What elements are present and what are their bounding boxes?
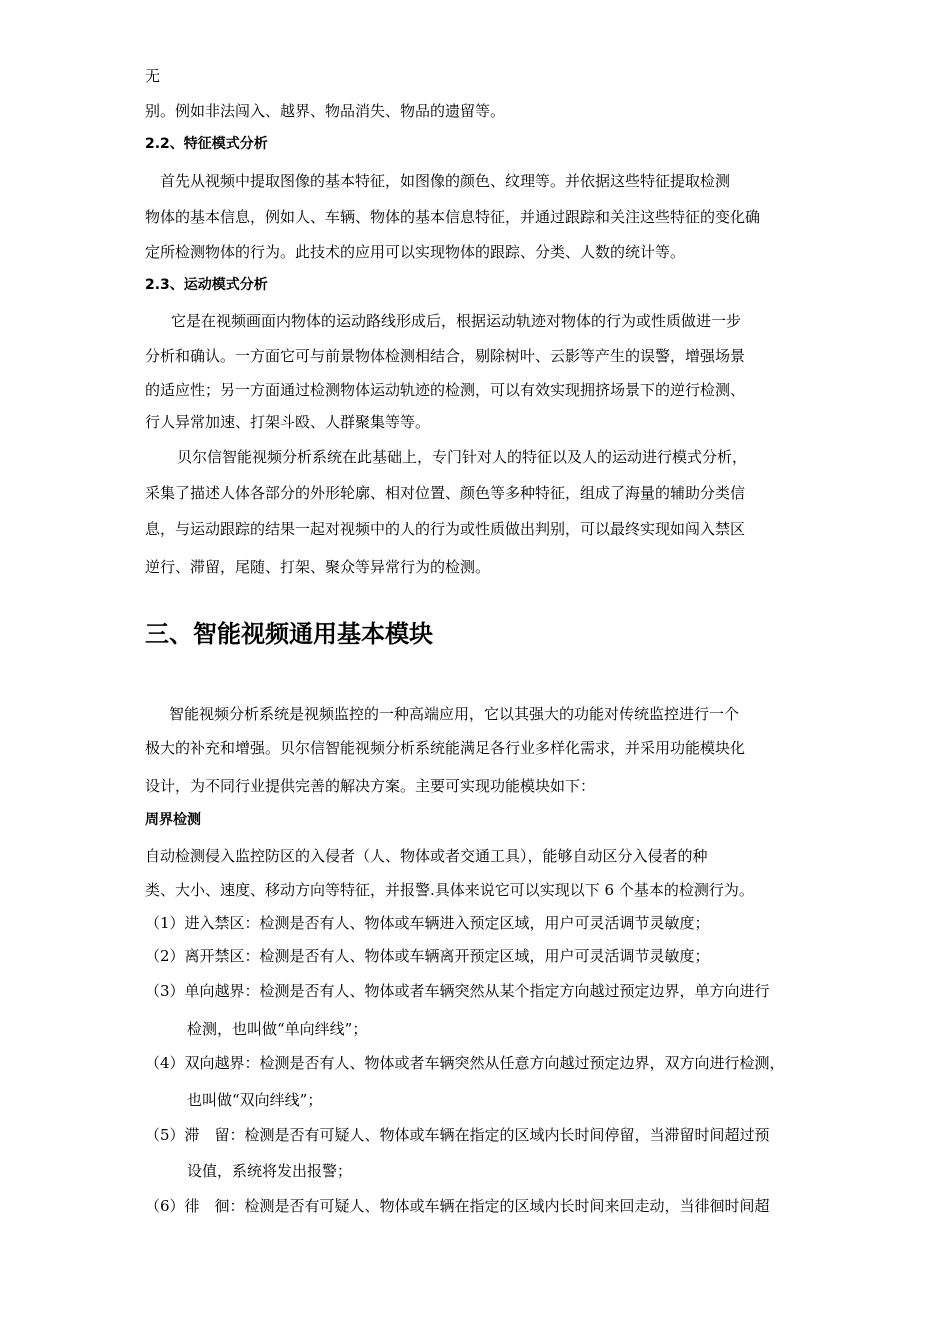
list-item: （4）双向越界：检测是否有人、物体或者车辆突然从任意方向越过预定边界，双方向进行检测， <box>145 1054 785 1072</box>
text-line: 贝尔信智能视频分析系统在此基础上，专门针对人的特征以及人的运动进行模式分析， <box>177 448 748 466</box>
text-line: 设计，为不同行业提供完善的解决方案。主要可实现功能模块如下： <box>145 777 596 795</box>
list-item-continuation: 也叫做“双向绊线”； <box>187 1091 323 1109</box>
section-heading-2-2: 2.2、特征模式分析 <box>145 136 268 152</box>
text-line: 逆行、滞留，尾随、打架、聚众等异常行为的检测。 <box>145 558 491 576</box>
text-line: 类、大小、速度、移动方向等特征，并报警.具体来说它可以实现以下 6 个基本的检测行为。 <box>145 881 754 899</box>
text-line: 物体的基本信息，例如人、车辆、物体的基本信息特征，并通过跟踪和关注这些特征的变化确 <box>145 208 761 226</box>
list-item: （3）单向越界：检测是否有人、物体或者车辆突然从某个指定方向越过预定边界，单方向进行 <box>145 982 770 1000</box>
list-item: （5）滞 留：检测是否有可疑人、物体或车辆在指定的区域内长时间停留，当滞留时间超过预 <box>145 1126 770 1144</box>
list-item-continuation: 设值，系统将发出报警； <box>187 1162 353 1180</box>
chapter-title: 三、智能视频通用基本模块 <box>145 620 433 648</box>
text-line: 极大的补充和增强。贝尔信智能视频分析系统能满足各行业多样化需求，并采用功能模块化 <box>145 739 746 757</box>
list-item-continuation: 检测，也叫做“单向绊线”； <box>187 1020 368 1038</box>
text-line: 它是在视频画面内物体的运动路线形成后，根据运动轨迹对物体的行为或性质做进一步 <box>171 312 742 330</box>
text-line: 采集了描述人体各部分的外形轮廓、相对位置、颜色等多种特征，组成了海量的辅助分类信 <box>145 484 746 502</box>
section-heading-2-3: 2.3、运动模式分析 <box>145 277 268 293</box>
text-line: 分析和确认。一方面它可与前景物体检测相结合，剔除树叶、云影等产生的误警，增强场景 <box>145 347 746 365</box>
text-line: 行人异常加速、打架斗殴、人群聚集等等。 <box>145 413 431 431</box>
text-line: 息，与运动跟踪的结果一起对视频中的人的行为或性质做出判别，可以最终实现如闯入禁区 <box>145 520 746 538</box>
text-line: 首先从视频中提取图像的基本特征，如图像的颜色、纹理等。并依据这些特征提取检测 <box>160 172 731 190</box>
text-line: 的适应性；另一方面通过检测物体运动轨迹的检测，可以有效实现拥挤场景下的逆行检测、 <box>145 381 746 399</box>
text-line: 别。例如非法闯入、越界、物品消失、物品的遗留等。 <box>145 102 506 120</box>
list-item: （6）徘 徊：检测是否有可疑人、物体或车辆在指定的区域内长时间来回走动，当徘徊时间超 <box>145 1197 770 1215</box>
list-item: （1）进入禁区：检测是否有人、物体或车辆进入预定区域，用户可灵活调节灵敏度； <box>145 914 710 932</box>
text-line: 定所检测物体的行为。此技术的应用可以实现物体的跟踪、分类、人数的统计等。 <box>145 243 686 261</box>
text-line: 智能视频分析系统是视频监控的一种高端应用，它以其强大的功能对传统监控进行一个 <box>169 705 740 723</box>
text-line: 无 <box>145 67 161 85</box>
perimeter-detection-heading: 周界检测 <box>145 812 201 828</box>
list-item: （2）离开禁区：检测是否有人、物体或车辆离开预定区域，用户可灵活调节灵敏度； <box>145 947 710 965</box>
text-line: 自动检测侵入监控防区的入侵者（人、物体或者交通工具），能够自动区分入侵者的种 <box>145 847 708 865</box>
